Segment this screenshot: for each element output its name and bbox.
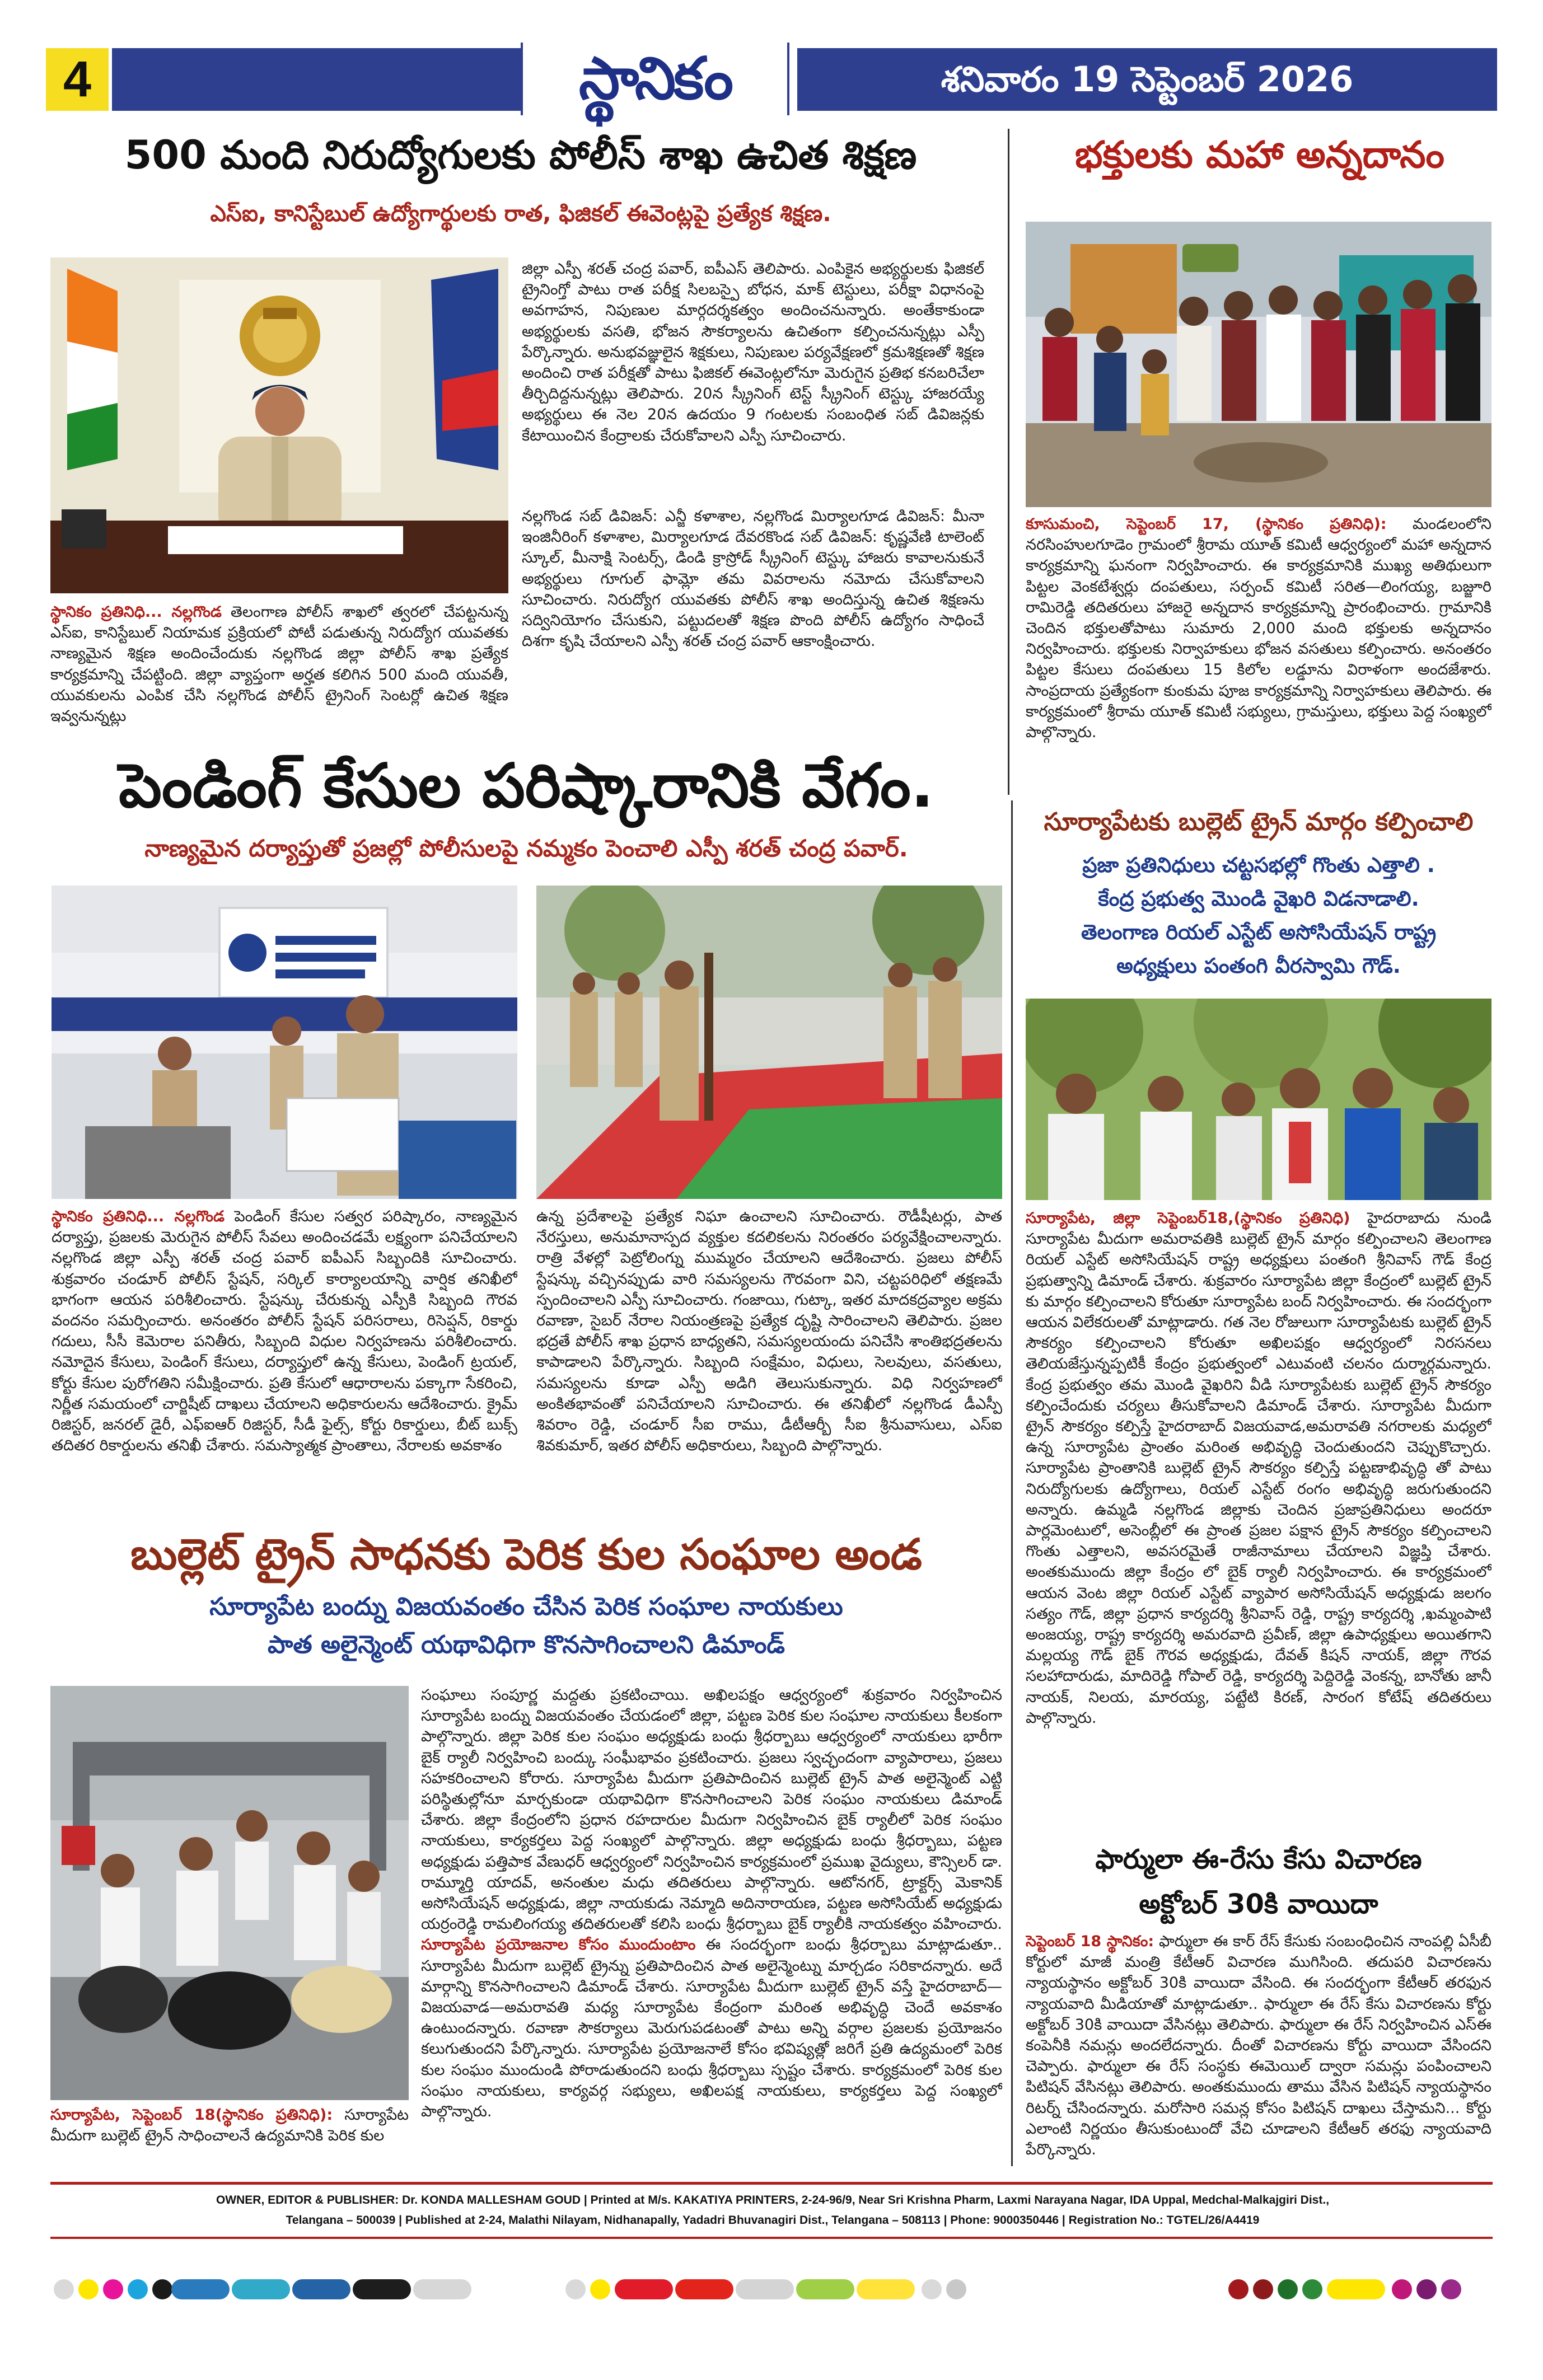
story5-caption [50, 2105, 409, 2167]
story1-photo [50, 257, 508, 593]
registration-bar [736, 2279, 794, 2299]
header-bar-left [112, 48, 521, 111]
imprint-line2: Telangana – 500039 | Published at 2-24, Malathi Nilayam, Nidhanapally, Yadadri Bhuvanagiri Dist., Telangana – 508113 | Phone: 9000350446 | Registration No.: TGTEL/26/A4419 [286, 2214, 1260, 2227]
story3-left-text [52, 1206, 517, 1515]
story3-photo2 [536, 886, 1002, 1199]
registration-bar [171, 2279, 230, 2299]
registration-bar [857, 2279, 915, 2299]
story4-sub3: తెలంగాణ రియల్ ఎస్టేట్ అసోసియేషన్ రాష్ట్ర [1081, 920, 1437, 944]
story2-text [1026, 514, 1491, 789]
story1-headline: 500 మంది నిరుద్యోగులకు పోలీస్ శాఖ ఉచిత శిక్షణ [124, 132, 917, 178]
story4-photo [1026, 999, 1491, 1200]
imprint-line1: OWNER, EDITOR & PUBLISHER: Dr. KONDA MALLESHAM GOUD | Printed at M/s. KAKATIYA PRINTERS, 2-24-96/9, Near Sri Krishna Pharm, Laxmi Narayana Nagar, IDA Uppal, Medchal-Malkajgiri Dist., [216, 2194, 1330, 2206]
registration-dot [1392, 2279, 1412, 2299]
registration-dot [1228, 2279, 1249, 2299]
story5-dateline: సూర్యాపేట, సెప్టెంబర్ 18(స్థానికం ప్రతినిధి): [50, 2106, 333, 2124]
story6-body: ఫార్ములా ఈ కార్ రేస్ కేసుకు సంబంధించిన నాంపల్లి ఏసీబీ కోర్టులో మాజీ మంత్రి కేటీఆర్ విచారణ ముగిసింది. తదుపరి విచారణను న్యాయస్థానం అక్టోబర్ 30కి వాయిదా వేసింది. ఈ సందర్భంగా కేటీఆర్ తరఫున న్యాయవాది మీడియాతో మాట్లాడుతూ.. ఫార్ములా ఈ రేస్ కేసు విచారణను కోర్టు అక్టోబర్ 30కి వాయిదా వేసినట్లు తెలిపారు. ఫార్ములా ఈ రేస్ నిర్వహించిన ఎస్ఈ కంపెనీకి నమన్లు అందలేదన్నారు. దీంతో విచారణను కోర్టు వాయిదా వేసిందని చెప్పారు. ఫార్ములా ఈ రేస్ సంస్థకు ఈమెయిల్ ద్వారా సమన్లు పంపించాలని పిటిషన్ వేసినట్లు తెలిపారు. అంతకుముందు తాము వేసిన పిటిషన్ న్యాయస్థానం రిటర్న్ చేసిందన్నారు. మరోసారి సమన్ల కోసం పిటిషన్ దాఖలు చేస్తామని... కోర్టు ఎలాంటి నిర్ణయం తీసుకుంటుందో వేచి చూడాలని కేటీఆర్ తరఫు న్యాయవాది పేర్కొన్నారు. [1026, 1933, 1491, 2159]
registration-dot [128, 2279, 148, 2299]
story5-right-body2: ఈ సందర్భంగా బంధు శ్రీధర్బాబు మాట్లాడుతూ.. సూర్యాపేట మీదుగా బుల్లెట్ ట్రైన్ను ప్రతిపాదించిన పాత అలైన్మెంట్ను మార్చడం సరికాదన్నారు. అదే మార్గాన్ని కొనసాగించాలని డిమాండ్ చేశారు. సూర్యాపేట మీదుగా బుల్లెట్ ట్రైన్ వస్తే హైదరాబాద్—విజయవాడ—అమరావతి మధ్య సూర్యాపేట కేంద్రంగా మరింత అభివృద్ధి చెందే అవకాశం ఉంటుందన్నారు. రవాణా సౌకర్యాలు మెరుగుపడటంతో పాటు అన్ని వర్గాల ప్రజలకు ప్రయోజనం కలుగుతుందని పేర్కొన్నారు. సూర్యాపేట ప్రయోజనాలే కోసం భవిష్యత్లో జరిగే ప్రతి ఉద్యమంలో పెరిక కుల సంఘం ముందుండి పోరాడుతుందని బంధు శ్రీధర్బాబు స్పష్టం చేశారు. కార్యక్రమంలో పెరిక కుల సంఘం నాయకులు, కార్యవర్గ సభ్యులు, అఖిలపక్ష నాయకులు, కార్యకర్తలు పెద్ద సంఖ్యలో పాల్గొన్నారు. [421, 1936, 1002, 2121]
story4-sub1: ప్రజా ప్రతినిధులు చట్టసభల్లో గొంతు ఎత్తాలి . [1082, 853, 1435, 877]
story2-body: మండలంలోని నరసింహులగూడెం గ్రామంలో శ్రీరామ యూత్ కమిటీ ఆధ్వర్యంలో మహా అన్నదాన కార్యక్రమాన్ని ఘనంగా నిర్వహించారు. ఈ కార్యక్రమానికి ముఖ్య అతిథులుగా పిట్టల వెంకటేశ్వర్లు దంపతులు, సర్పంచ్ కమిటీ సరిత—లింగయ్య, బజ్జూరి రామిరెడ్డి తదితరులు హాజరై అన్నదాన కార్యక్రమాన్ని ప్రారంభించారు. గ్రామానికి చెందిన భక్తులతోపాటు సుమారు 2,000 మంది భక్తులకు అన్నదానం నిర్వహించారు. భక్తులకు నిర్వాహకులు భోజన వసతులు కల్పించారు. అనంతరం పిట్టల కేసులు దంపతులు 15 కిలోల లడ్డూను విరాళంగా అందజేశారు. సాంప్రదాయ ప్రత్యేకంగా కుంకుమ పూజ కార్యక్రమాన్ని నిర్వాహకులు తెలిపారు. ఈ కార్యక్రమంలో శ్రీరామ యూత్ కమిటీ సభ్యులు, గ్రామస్తులు, భక్తులు పెద్ద సంఖ్యలో పాల్గొన్నారు. [1026, 516, 1491, 742]
registration-dot [565, 2279, 586, 2299]
column-divider-bottom [1011, 800, 1013, 2166]
story3-dateline: స్థానికం ప్రతినిధి... నల్లగొండ [52, 1208, 225, 1225]
story4-sub4: అధ్యక్షులు పంతంగి వీరస్వామి గౌడ్. [1116, 954, 1401, 978]
registration-bar [1327, 2279, 1385, 2299]
story3-headline: పెండింగ్ కేసుల పరిష్కారానికి వేగం. [119, 751, 934, 821]
story1-dateline: స్థానికం ప్రతినిధి... నల్లగొండ [50, 603, 222, 621]
registration-dot [152, 2279, 172, 2299]
story2-headline: భక్తులకు మహా అన్నదానం [1075, 133, 1444, 176]
story5-photo [50, 1686, 409, 2100]
masthead-logo: స్థానికం [578, 44, 732, 113]
story5-caption-body: సూర్యాపేట మీదుగా బుల్లెట్ ట్రైన్ సాధించాలనే ఉద్యమానికి పెరిక కుల [50, 2106, 409, 2145]
story1-right-text: జిల్లా ఎస్పీ శరత్ చంద్ర పవార్, ఐపీఎస్ తెలిపారు. ఎంపికైన అభ్యర్థులకు ఫిజికల్ ట్రైనింగ్తో పాటు రాత పరీక్ష సిలబస్పై బోధన, మాక్ టెస్టులు, పరీక్షా విధానంపై అవగాహన, నిపుణుల మార్గదర్శకత్వం అందించనున్నారు. అంతేకాకుండా అభ్యర్థులకు వసతి, భోజన సౌకర్యాలను ఉచితంగా కల్పించనున్నట్లు ఎస్పీ పేర్కొన్నారు. అనుభవజ్ఞులైన శిక్షకులు, నిపుణుల పర్యవేక్షణలో క్రమశిక్షణతో శిక్షణ అందించి రాత పరీక్షతో పాటు ఫిజికల్ ఈవెంట్లలోనూ మెరుగైన ప్రతిభ కనబరిచేలా తీర్చిదిద్దనున్నట్లు తెలిపారు. 20న స్క్రీనింగ్ టెస్ట్ స్క్రీనింగ్ టెస్ట్కు హాజరయ్యే అభ్యర్థులు ఈ నెల 20న ఉదయం 9 గంటలకు సంబంధిత సబ్ డివిజన్లకు కేటాయించిన కేంద్రాలకు చేరుకోవాలని ఎస్పీ సూచించారు. [522, 260, 984, 444]
story5-subtitle-inline: సూర్యాపేట ప్రయోజనాల కోసం ముందుంటాం [421, 1936, 696, 1954]
story5-headline: బుల్లెట్ ట్రైన్ సాధనకు పెరిక కుల సంఘాల అండ [130, 1529, 922, 1579]
story4-headline: సూర్యాపేటకు బుల్లెట్ ట్రైన్ మార్గం కల్పించాలి [1044, 808, 1474, 836]
story5-right-text [421, 1685, 1002, 2167]
story3-photo1 [52, 886, 517, 1199]
story5-sub2: పాత అలైన్మెంట్ యథావిధిగా కొనసాగించాలని డిమాండ్ [268, 1631, 785, 1659]
registration-bar [615, 2279, 673, 2299]
issue-date: శనివారం 19 సెప్టెంబర్ 2026 [941, 59, 1354, 100]
registration-bar [292, 2279, 350, 2299]
story6-headline-line1: ఫార్ములా ఈ-రేసు కేసు విచారణ [1095, 1844, 1422, 1875]
registration-dot [1278, 2279, 1298, 2299]
story5-right-body: సంఘాలు సంపూర్ణ మద్దతు ప్రకటించాయి. అఖిలపక్షం ఆధ్వర్యంలో శుక్రవారం నిర్వహించిన సూర్యాపేట బంద్ను విజయవంతం చేయడంలో జిల్లా, పట్టణ పెరిక కుల సంఘాల నాయకులు కీలకంగా పాల్గొన్నారు. జిల్లా పెరిక కుల సంఘం అధ్యక్షుడు బంధు శ్రీధర్బాబు ఆధ్వర్యంలో నాయకులు భారీగా బైక్ ర్యాలీ నిర్వహించి బంద్కు సంఘీభావం ప్రకటించారు. ప్రజలు స్వచ్ఛందంగా వ్యాపారాలు, ప్రజలు సహకరించాలని కోరారు. సూర్యాపేట మీదుగా ప్రతిపాదించిన బుల్లెట్ ట్రైన్ పాత అలైన్మెంట్ ఎట్టి పరిస్థితుల్లోనూ మార్చకుండా యథావిధిగా కొనసాగించాలని పెరిక సంఘం నాయకులు డిమాండ్ చేశారు. జిల్లా కేంద్రంలోని ప్రధాన రహదారుల మీదుగా నిర్వహించిన బైక్ ర్యాలీలో పెరిక సంఘం నాయకులు, కార్యకర్తలు పెద్ద సంఖ్యలో పాల్గొన్నారు. జిల్లా అధ్యక్షుడు బంధు శ్రీధర్బాబు, పట్టణ అధ్యక్షుడు పత్తిపాక వేణుధర్ ఆధ్వర్యంలో నిర్వహించిన కార్యక్రమంలో ప్రముఖ వైద్యులు, కౌన్సిలర్ డా. రామ్మూర్తి యాదవ్, అనంతుల మధు తదితరులు పాల్గొన్నారు. ఆటోనగర్, ట్రాక్టర్స్ మెకానిక్ అసోసియేషన్ అధ్యక్షుడు, జిల్లా నాయకుడు నెమ్మాది అదినారాయణ, పట్టణ అసోసియేట్ అధ్యక్షుడు యర్రంరెడ్డి రామలింగయ్య తదితరులతో కలిసి బంధు శ్రీధర్బాబు బైక్ ర్యాలీకి నాయకత్వం వహించారు. [421, 1686, 1002, 1933]
story4-sub2: కేంద్ర ప్రభుత్వ మొండి వైఖరి విడనాడాలి. [1098, 887, 1419, 911]
registration-bar [413, 2279, 471, 2299]
story5-sub1: సూర్యాపేట బంద్ను విజయవంతం చేసిన పెరిక సంఘాల నాయకులు [209, 1592, 843, 1621]
registration-dot [1302, 2279, 1322, 2299]
registration-bar [796, 2279, 854, 2299]
story6-dateline: సెప్టెంబర్ 18 స్థానికం: [1026, 1933, 1154, 1950]
registration-bar [353, 2279, 411, 2299]
footer-rule [50, 2182, 1493, 2186]
story3-left-body: పెండింగ్ కేసుల సత్వర పరిష్కారం, నాణ్యమైన దర్యాప్తు, ప్రజలకు మెరుగైన పోలీస్ సేవలు అందించడమే లక్ష్యంగా పనిచేయాలని నల్లగొండ జిల్లా ఎస్పీ శరత్ చంద్ర పవార్ ఐపీఎస్ సిబ్బందికి సూచించారు. శుక్రవారం చండూర్ పోలీస్ స్టేషన్, సర్కిల్ కార్యాలయాన్ని వార్షిక తనిఖీలో భాగంగా ఆయన పరిశీలించారు. స్టేషన్కు చేరుకున్న ఎస్పీకి సిబ్బంది గౌరవ వందనం సమర్పించారు. అనంతరం పోలీస్ స్టేషన్ పరిసరాలు, రిసెప్షన్, రికార్డు గదులు, సీసీ కెమెరాల పనితీరు, సిబ్బంది విధుల నిర్వహణను పరిశీలించారు. నమోదైన కేసులు, పెండింగ్ కేసులు, దర్యాప్తులో ఉన్న కేసులు, పెండింగ్ ట్రయల్, కోర్టు కేసుల పురోగతిని సమీక్షించారు. ప్రతి కేసులో ఆధారాలను పక్కాగా సేకరించి, నిర్ణీత సమయంలో చార్జిషీట్ దాఖలు చేయాలని అధికారులను ఆదేశించారు. క్రైమ్ రిజిస్టర్, జనరల్ డైరీ, ఎఫ్ఐఆర్ రిజిస్టర్, సీడీ ఫైల్స్, కోర్టు రికార్డులు, బీట్ బుక్స్ తదితర రికార్డులను తనిఖీ చేశారు. సమస్యాత్మక ప్రాంతాలు, నేరాలకు అవకాశం [52, 1208, 517, 1455]
registration-dot [922, 2279, 942, 2299]
story4-body: హైదరాబాదు నుండి సూర్యాపేట మీదుగా అమరావతికి బుల్లెట్ ట్రైన్ మార్గం కల్పించాలని తెలంగాణ రియల్ ఎస్టేట్ అసోసియేషన్ రాష్ట్ర అధ్యక్షులు పంతంగి శ్రీనివాస్ గౌడ్ కేంద్ర ప్రభుత్వాన్ని డిమాండ్ చేశారు. శుక్రవారం సూర్యాపేట జిల్లా కేంద్రంలో బుల్లెట్ ట్రైన్ కు మార్గం కల్పించాలని కోరుతూ సూర్యాపేట బంద్ నిర్వహించారు. ఈ సందర్భంగా ఆయన విలేకరులతో మాట్లాడారు. గత నెల రోజులుగా సూర్యాపేటకు బుల్లెట్ ట్రైన్ సౌకర్యం కల్పించాలని కోరుతూ అఖిలపక్షం ఆధ్వర్యంలో నిరసనలు తెలియజేస్తున్నప్పటికీ కేంద్రం ప్రభుత్వంలో ఎటువంటి చలనం దుర్మార్గమన్నారు. కేంద్ర ప్రభుత్వం తమ మొండి వైఖరిని వీడి సూర్యాపేటకు బుల్లెట్ ట్రైన్ సౌకర్యం కల్పించేందుకు చర్యలు తీసుకోవాలని డిమాండ్ చేశారు. సూర్యాపేట మీదుగా ట్రైన్ సౌకర్యం కల్పిస్తే హైదరాబాద్ విజయవాడ,అమరావతి నగరాలకు మధ్యలో ఉన్న సూర్యాపేట ప్రాంతం మరింత అభివృద్ధి చెందుతుందని చెప్పుకొచ్చారు. సూర్యాపేట ప్రాంతానికి బుల్లెట్ ట్రైన్ సౌకర్యం కల్పిస్తే పట్టణాభివృద్ధి తో పాటు నిరుద్యోగులకు ఉద్యోగాలు, రియల్ ఎస్టేట్ రంగం అభివృద్ధి జరుగుతుందని అన్నారు. ఉమ్మడి నల్లగొండ జిల్లాకు చెందిన ప్రజాప్రతినిధులు అందరూ పార్లమెంటులో, అసెంబ్లీలో ఈ ప్రాంత ప్రజల పక్షాన ట్రైన్ సౌకర్యం కల్పించాలని గొంతు ఎత్తాలని, అవసరమైతే రాజీనామాలు చేయాలని విజ్ఞప్తి చేశారు. అంతకుముందు జిల్లా కేంద్రం లో బైక్ ర్యాలీ నిర్వహించారు. ఈ కార్యక్రమంలో ఆయన వెంట జిల్లా రియల్ ఎస్టేట్ వ్యాపార అసోసియేషన్ అధ్యక్షుడు జలగం సత్యం గౌడ్, జిల్లా ప్రధాన కార్యదర్శి శ్రీనివాస్ రెడ్డి, రాష్ట్ర కార్యదర్శి ,ఖమ్మంపాటి అంజయ్య, రాష్ట్ర కార్యదర్శి అమరవాది ప్రవీణ్, జిల్లా ఉపాధ్యక్షులు అయితగాని మల్లయ్య గౌడ్ బైక్ గౌరవ అధ్యక్షుడు, దేవత్ కిషన్ నాయక్, జిల్లా గౌరవ సలహాదారుడు, మాదిరెడ్డి గోపాల్ రెడ్డి, కార్యదర్శి పెద్దిరెడ్డి వెంకన్న, బానోతు జానీ నాయక్, నిలయ, మారయ్య, పట్టేటి కిరణ్, సారంగ కోటేష్ తదితరులు పాల్గొన్నారు. [1026, 1210, 1491, 1727]
story4-text [1026, 1208, 1491, 1834]
registration-dot [590, 2279, 610, 2299]
story6-headline-line2: అక్టోబర్ 30కి వాయిదా [1139, 1889, 1378, 1920]
registration-bar [232, 2279, 290, 2299]
story2-dateline: కూసుమంచి, సెప్టెంబర్ 17, (స్థానికం ప్రతినిధి): [1026, 516, 1387, 533]
story3-subhead: నాణ్యమైన దర్యాప్తుతో ప్రజల్లో పోలీసులపై నమ్మకం పెంచాలి ఎస్పీ శరత్ చంద్ర పవార్. [144, 835, 908, 862]
story1-left-body: తెలంగాణ పోలీస్ శాఖలో త్వరలో చేపట్టనున్న ఎస్ఐ, కానిస్టేబుల్ నియామక ప్రక్రియలో పోటీ పడుతున్న నిరుద్యోగ యువతకు నాణ్యమైన శిక్షణ అందించేందుకు నల్లగొండ జిల్లా పోలీస్ శాఖ ప్రత్యేక కార్యక్రమాన్ని చేపట్టింది. జిల్లా వ్యాప్తంగా అర్హత కలిగిన 500 మంది యువతీ, యువకులను ఎంపిక చేసి నల్లగొండ పోలీస్ ట్రైనింగ్ సెంటర్లో ఉచిత శిక్షణ ఇవ్వనున్నట్లు [50, 603, 508, 725]
story1-centers-text: నల్లగొండ సబ్ డివిజన్: ఎన్జీ కళాశాల, నల్లగొండ మిర్యాలగూడ డివిజన్: మీనా ఇంజినీరింగ్ కళాశాల, మిర్యాలగూడ దేవరకొండ సబ్ డివిజన్: కృష్ణవేణి టాలెంట్ స్కూల్, మీనాక్షి సెంటర్స్, డిండి క్రాస్రోడ్ స్క్రీనింగ్ టెస్ట్కు హాజరు కావాలనుకునే అభ్యర్థులు గూగుల్ ఫామ్లో తమ వివరాలను నమోదు చేసుకోవాలని సూచించారు. నిరుద్యోగ యువతకు పోలీస్ శాఖ అందిస్తున్న ఉచిత శిక్షణను సద్వినియోగం చేసుకుని, పట్టుదలతో శిక్షణ పొంది పోలీస్ ఉద్యోగం సాధించే దిశగా కృషి చేయాలని ఎస్పీ శరత్ చంద్ర పవార్ ఆకాంక్షించారు. [522, 508, 984, 650]
registration-dot [1441, 2279, 1461, 2299]
registration-dot [946, 2279, 966, 2299]
registration-dot [78, 2279, 99, 2299]
story2-photo [1026, 222, 1491, 507]
story4-dateline: సూర్యాపేట, జిల్లా సెప్టెంబర్18,(స్థానికం ప్రతినిధి) [1026, 1210, 1350, 1227]
column-divider-top [1008, 129, 1009, 795]
registration-bar [675, 2279, 733, 2299]
story1-subhead: ఎస్ఐ, కానిస్టేబుల్ ఉద్యోగార్థులకు రాత, ఫిజికల్ ఈవెంట్లపై ప్రత్యేక శిక్షణ. [210, 201, 831, 227]
registration-dot [54, 2279, 74, 2299]
page-number: 4 [46, 48, 109, 111]
registration-dot [1416, 2279, 1437, 2299]
footer-bottom-rule [50, 2237, 1493, 2239]
story3-right-text: ఉన్న ప్రదేశాలపై ప్రత్యేక నిఘా ఉంచాలని సూచించారు. రౌడీషీటర్లు, పాత నేరస్తులు, అనుమానాస్పద వ్యక్తుల కదలికలను నిరంతరం పర్యవేక్షించాలన్నారు. రాత్రి వేళల్లో పెట్రోలింగ్ను ముమ్మరం చేయాలని ఆదేశించారు. ప్రజలు పోలీస్ స్టేషన్కు వచ్చినప్పుడు వారి సమస్యలను గౌరవంగా విని, చట్టపరిధిలో తక్షణమే స్పందించాలని ఎస్పీ సూచించారు. గంజాయి, గుట్కా, ఇతర మాదకద్రవ్యాల అక్రమ రవాణా, సైబర్ నేరాల నియంత్రణపై ప్రత్యేక దృష్టి సారించాలని తెలిపారు. ప్రజల భద్రతే పోలీస్ శాఖ ప్రధాన బాధ్యతని, సమస్యలయందు పనిచేసి శాంతిభద్రతలను కాపాడాలని పేర్కొన్నారు. సిబ్బంది సంక్షేమం, విధులు, సెలవులు, వసతులు, సమస్యలను కూడా ఎస్పీ అడిగి తెలుసుకున్నారు. విధి నిర్వహణలో అంకితభావంతో పనిచేయాలని సూచించారు. ఈ తనిఖీలో నల్లగొండ డీఎస్పీ శివరాం రెడ్డి, చండూర్ సీఐ రాము, డీటీఆర్బీ సీఐ శ్రీనువాసులు, ఎస్ఐ శివకుమార్, ఇతర పోలీస్ అధికారులు, సిబ్బంది పాల్గొన్నారు. [536, 1208, 1002, 1455]
registration-dot [1253, 2279, 1273, 2299]
registration-dot [103, 2279, 123, 2299]
story6-text [1026, 1931, 1491, 2167]
